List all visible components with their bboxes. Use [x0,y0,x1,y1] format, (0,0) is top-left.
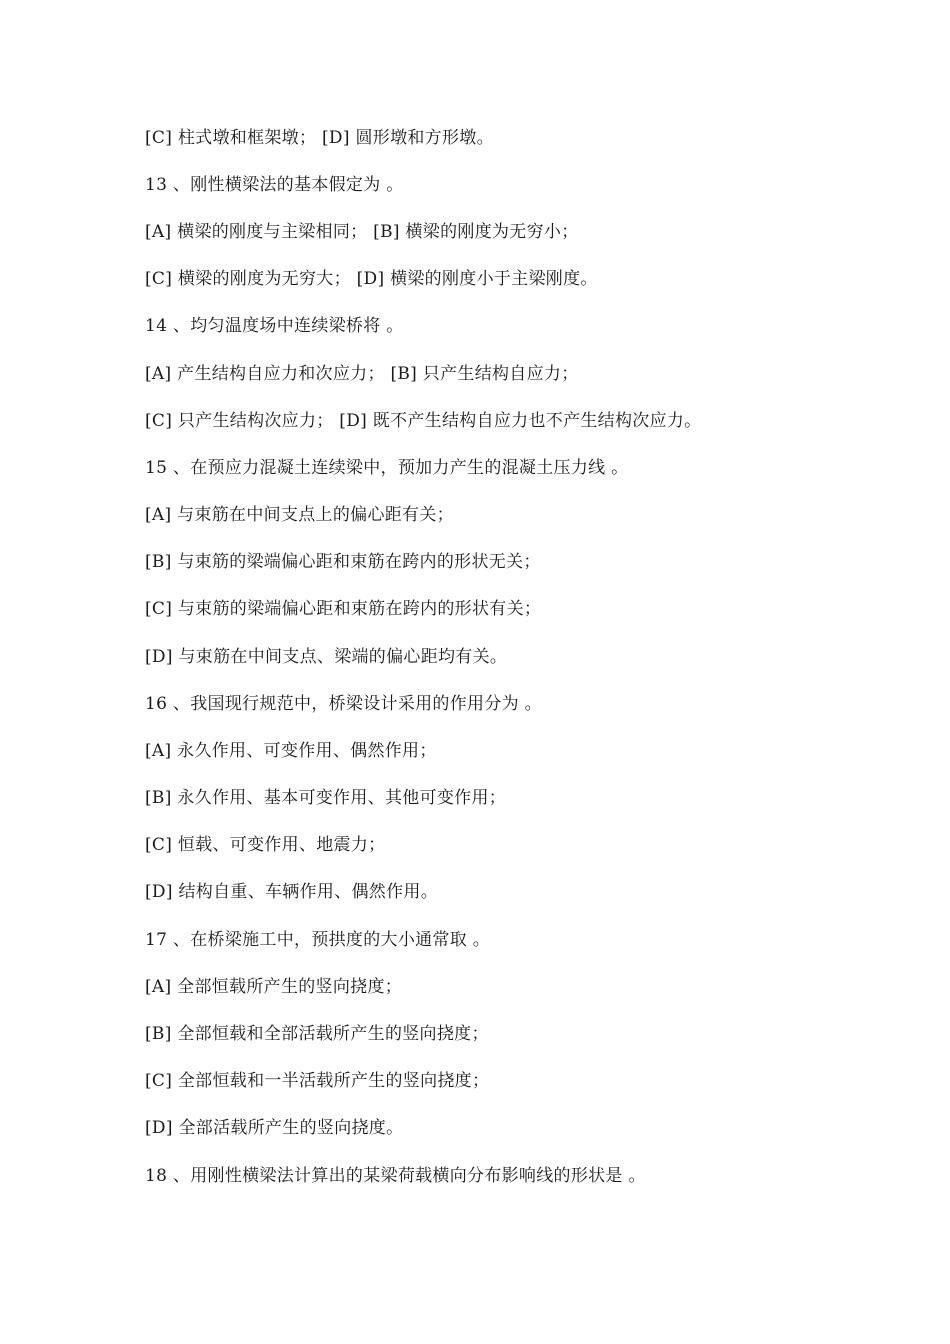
question-17: 17 、在桥梁施工中，预拱度的大小通常取 。 [145,930,491,950]
option-15-d: [D] 与束筋在中间支点、梁端的偏心距均有关。 [145,647,508,667]
option-17-a: [A] 全部恒载所产生的竖向挠度； [145,977,403,997]
option-line-13-cd: [C] 横梁的刚度为无穷大； [D] 横梁的刚度小于主梁刚度。 [145,269,598,289]
option-line-12-cd: [C] 柱式墩和框架墩； [D] 圆形墩和方形墩。 [145,128,494,148]
option-line-14-ab: [A] 产生结构自应力和次应力； [B] 只产生结构自应力； [145,364,579,384]
option-16-d: [D] 结构自重、车辆作用、偶然作用。 [145,882,438,902]
question-18: 18 、用刚性横梁法计算出的某梁荷载横向分布影响线的形状是 。 [145,1166,646,1186]
option-17-b: [B] 全部恒载和全部活载所产生的竖向挠度； [145,1024,489,1044]
option-15-c: [C] 与束筋的梁端偏心距和束筋在跨内的形状有关； [145,599,542,619]
option-16-b: [B] 永久作用、基本可变作用、其他可变作用； [145,788,507,808]
question-16: 16 、我国现行规范中，桥梁设计采用的作用分为 。 [145,694,542,714]
option-15-a: [A] 与束筋在中间支点上的偏心距有关； [145,505,454,525]
option-line-13-ab: [A] 横梁的刚度与主梁相同； [B] 横梁的刚度为无穷小； [145,222,579,242]
option-15-b: [B] 与束筋的梁端偏心距和束筋在跨内的形状无关； [145,552,541,572]
option-17-c: [C] 全部恒载和一半活载所产生的竖向挠度； [145,1071,490,1091]
question-15: 15 、在预应力混凝土连续梁中，预加力产生的混凝土压力线 。 [145,458,629,478]
option-16-c: [C] 恒载、可变作用、地震力； [145,835,386,855]
question-13: 13 、刚性横梁法的基本假定为 。 [145,175,404,195]
question-14: 14 、均匀温度场中连续梁桥将 。 [145,316,404,336]
option-line-14-cd: [C] 只产生结构次应力； [D] 既不产生结构自应力也不产生结构次应力。 [145,411,702,431]
option-17-d: [D] 全部活载所产生的竖向挠度。 [145,1118,404,1138]
option-16-a: [A] 永久作用、可变作用、偶然作用； [145,741,437,761]
